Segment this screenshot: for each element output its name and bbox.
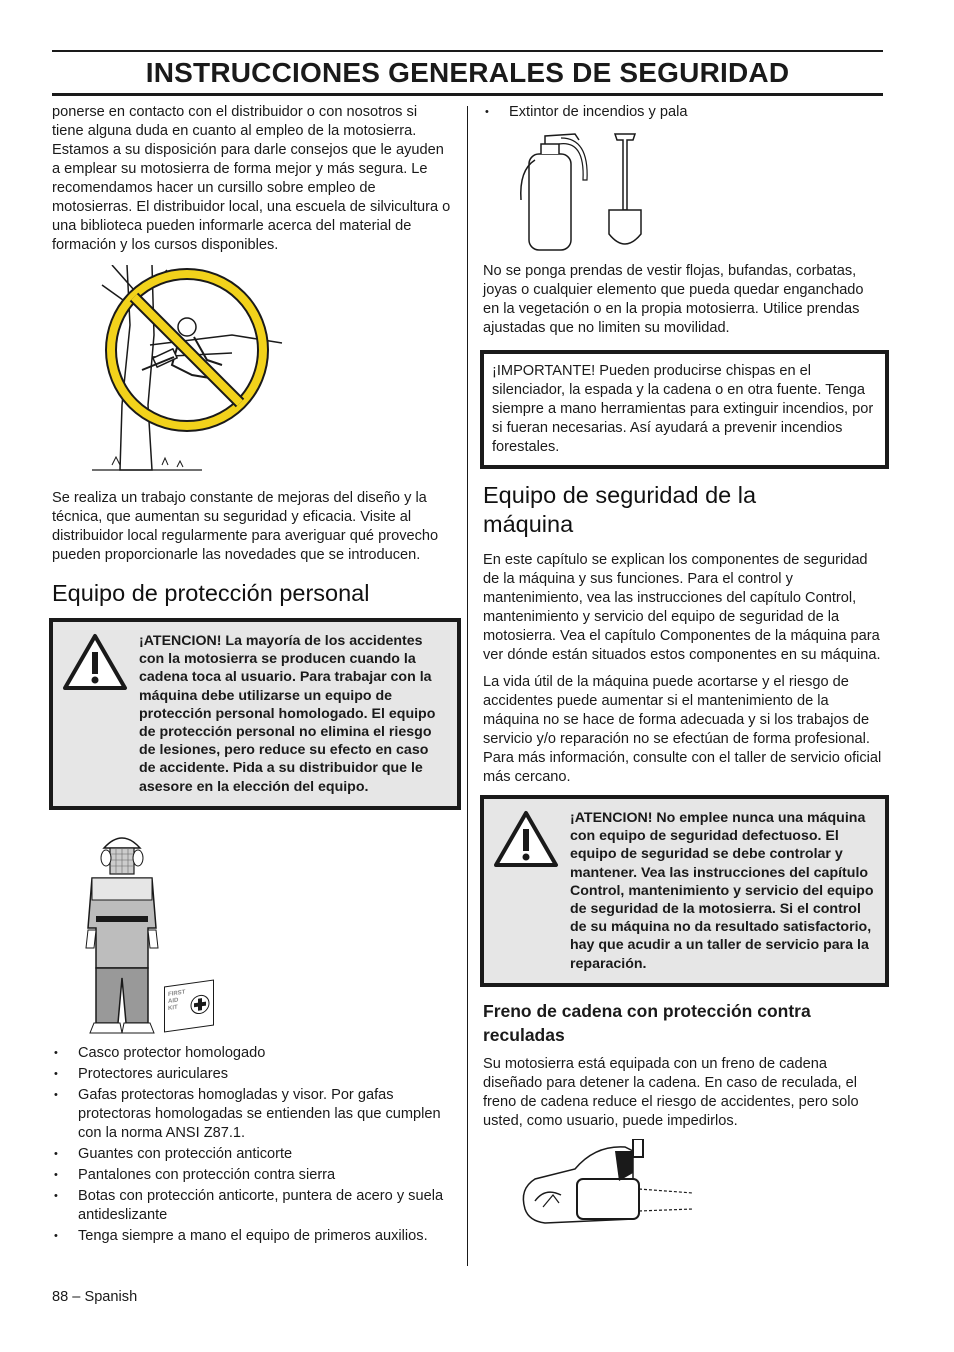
warning-triangle-icon [492, 809, 560, 869]
chainsaw-illustration [515, 1139, 883, 1229]
list-item: • Casco protector homologado [52, 1044, 452, 1063]
header-rule-bottom [52, 93, 883, 96]
page-title: INSTRUCCIONES GENERALES DE SEGURIDAD [145, 57, 790, 88]
important-note-box [480, 350, 889, 469]
list-item: • Extintor de incendios y pala [483, 103, 883, 122]
first-aid-kit-label: FIRST AID KIT [168, 989, 186, 1012]
ppe-person-illustration [82, 828, 452, 1038]
fire-equipment-list [483, 103, 883, 122]
machine-paragraph-1: En este capítulo se explican los componentes de seguridad de la máquina y sus funciones. Para el control y mantenimiento, vea las instrucciones del capítulo Control, mantenimiento y servicio del equipo de seguridad de la motosierra. Vea el capítulo Componentes de la máquina para ver dónde están situados estos componentes en su máquina. [483, 552, 881, 663]
machine-warning-text: ¡ATENCION! No emplee nunca una máquina con equipo de seguridad defectuoso. El equipo de seguridad se debe controlar y mantener. Vea las instrucciones del capítulo Control, mantenimiento y servicio del equipo de seguridad de la motosierra. Si el control de su máquina no da resultado satisfactorio, hay que acudir a un taller de servicio para la reparación. [570, 810, 874, 972]
chain-brake-heading: Freno de cadena con protección contra reculadas [483, 1000, 811, 1045]
first-aid-kit-icon [164, 979, 214, 1032]
ppe-warning-text: ¡ATENCION! La mayoría de los accidentes con la motosierra se producen cuando la cadena toca al usuario. Para trabajar con la máquina debe utilizarse un equipo de protección personal homologado. El equipo de protección personal no elimina el riesgo de lesiones, pero reduce su efecto en caso de accidente. Pida a su distribuidor que le asesore en la elección del equipo. [139, 633, 436, 795]
list-item: • Protectores auriculares [52, 1065, 452, 1084]
warning-triangle-icon [61, 632, 129, 692]
right-column [483, 103, 883, 1229]
column-divider [467, 106, 468, 1266]
list-item: • Guantes con protección anticorte [52, 1145, 452, 1164]
list-item: • Tenga siempre a mano el equipo de primeros auxilios. [52, 1227, 452, 1246]
ppe-warning-box [49, 618, 461, 810]
machine-paragraph-2: La vida útil de la máquina puede acortarse y el riesgo de accidentes puede aumentar si el mantenimiento de la máquina no se hace de forma adecuada y si los trabajos de servicio y/o reparación no se efectúan de forma profesional. Para más información, consulte con el taller de servicio oficial más cercano. [483, 674, 882, 785]
intro-paragraph: ponerse en contacto con el distribuidor o con nosotros si tiene alguna duda en cuanto al empleo de la motosierra. Estamos a su disposición para darle consejos que le ayuden a emplear su motosierra de forma mejor y más segura. Le recomendamos hacer un cursillo sobre empleo de motosierras. El distribuidor local, una escuela de silvicultura o una biblioteca pueden informarle acerca del material de formación y los cursos disponibles. [52, 104, 451, 253]
list-item: • Gafas protectoras homogladas y visor. Por gafas protectoras homologadas se entienden las que cumplen con la norma ANSI Z87.1. [52, 1086, 452, 1143]
machine-warning-box [480, 795, 889, 987]
ppe-list [52, 1044, 452, 1246]
list-item: • Botas con protección anticorte, puntera de acero y suela antideslizante [52, 1187, 452, 1225]
important-note-text: ¡IMPORTANTE! Pueden producirse chispas en el silenciador, la espada y la cadena o en otra fuente. Tenga siempre a mano herramientas para extinguir incendios, por si fueran necesarias. Así ayudará a prevenir incendios forestales. [492, 363, 874, 455]
left-column [52, 103, 452, 1248]
ppe-heading: Equipo de protección personal [52, 580, 370, 606]
improvements-paragraph: Se realiza un trabajo constante de mejoras del diseño y la técnica, que aumentan su seguridad y eficacia. Visite al distribuidor local regularmente para averiguar qué provecho pueden proporcionarle las novedades que se introducen. [52, 490, 439, 563]
extinguisher-shovel-illustration [515, 130, 883, 256]
machine-safety-heading: Equipo de seguridad de la máquina [483, 482, 757, 537]
header-rule-top [52, 50, 883, 52]
list-item: • Pantalones con protección contra sierra [52, 1166, 452, 1185]
clothing-paragraph: No se ponga prendas de vestir flojas, bufandas, corbatas, joyas o cualquier elemento que pueda quedar enganchado en la vegetación o en la propia motosierra. Utilice prendas ajustadas que no limiten su movilidad. [483, 263, 864, 336]
chain-brake-paragraph: Su motosierra está equipada con un freno de cadena diseñado para detener la cadena. En caso de reculada, el freno de cadena reduce el riesgo de accidentes, pero solo usted, como usuario, puede impedirlos. [483, 1055, 859, 1129]
no-tree-climbing-illustration [82, 265, 452, 475]
page-footer: 88 – Spanish [52, 1289, 138, 1305]
